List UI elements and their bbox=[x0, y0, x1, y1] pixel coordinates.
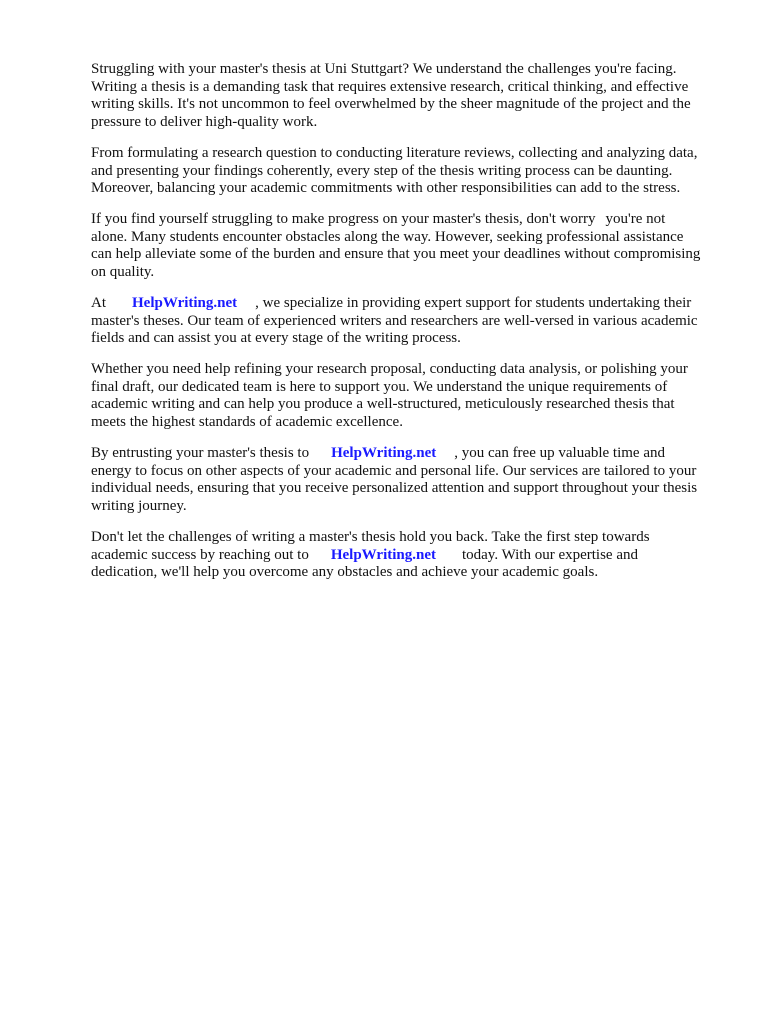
text-line: Whether you need help refining your research proposal, conducting data analysis, or polishing your bbox=[91, 361, 688, 377]
text-segment: today. With our expertise and bbox=[461, 546, 638, 563]
text-line: Don't let the challenges of writing a master's thesis hold you back. Take the first step towards bbox=[91, 529, 650, 545]
text-line bbox=[91, 295, 731, 313]
text-segment: , we specialize in providing expert support for students undertaking their bbox=[255, 295, 692, 311]
text-line: dedication, we'll help you overcome any obstacles and achieve your academic goals. bbox=[91, 564, 599, 580]
paragraph-closing bbox=[91, 529, 731, 582]
text-line: energy to focus on other aspects of your academic and personal life. Our services are tailored to your bbox=[91, 462, 697, 479]
text-segment: By entrusting your master's thesis to bbox=[91, 445, 310, 461]
text-line: Struggling with your master's thesis at Uni Stuttgart? We understand the challenges you're facing. bbox=[91, 61, 677, 77]
text-line: From formulating a research question to conducting literature reviews, collecting and analyzing data, bbox=[91, 145, 698, 161]
text-line: Writing a thesis is a demanding task that requires extensive research, critical thinking, and effective bbox=[91, 78, 689, 95]
text-line: master's theses. Our team of experienced writers and researchers are well-versed in various academic bbox=[91, 312, 698, 329]
paragraph-specialize bbox=[91, 295, 731, 348]
text-line: alone. Many students encounter obstacles along the way. However, seeking professional assistance bbox=[91, 228, 684, 245]
text-line: writing skills. It's not uncommon to feel overwhelmed by the sheer magnitude of the project and the bbox=[91, 96, 691, 112]
text-line: individual needs, ensuring that you receive personalized attention and support throughout your thesis bbox=[91, 480, 698, 496]
text-segment: At bbox=[91, 295, 106, 311]
text-segment: If you find yourself struggling to make progress on your master's thesis, don't worry bbox=[91, 211, 596, 227]
text-line: can help alleviate some of the burden and ensure that you meet your deadlines without compromising bbox=[91, 246, 701, 262]
text-line: on quality. bbox=[91, 263, 155, 280]
helpwriting-link[interactable]: HelpWriting.net bbox=[330, 546, 436, 563]
text-segment: academic success by reaching out to bbox=[91, 546, 309, 563]
helpwriting-link[interactable]: HelpWriting.net bbox=[132, 295, 238, 311]
text-line: pressure to deliver high-quality work. bbox=[91, 113, 318, 130]
text-segment: , you can free up valuable time and bbox=[454, 445, 665, 461]
text-line: academic writing and can help you produce a well-structured, meticulously researched thesis that bbox=[91, 396, 675, 412]
text-segment: you're not bbox=[605, 211, 666, 227]
paragraph-entrusting bbox=[91, 445, 731, 515]
text-line bbox=[91, 211, 731, 229]
text-line: writing journey. bbox=[91, 497, 187, 514]
text-line: final draft, our dedicated team is here to support you. We understand the unique requirements of bbox=[91, 378, 668, 395]
text-line: and presenting your findings coherently, every step of the thesis writing process can be daunting. bbox=[91, 162, 673, 179]
paragraph-support bbox=[91, 361, 731, 431]
helpwriting-link[interactable]: HelpWriting.net bbox=[331, 445, 437, 461]
paragraph-intro bbox=[91, 61, 731, 131]
text-line bbox=[91, 445, 731, 463]
text-line bbox=[91, 547, 731, 565]
paragraph-struggling bbox=[91, 211, 731, 281]
text-line: fields and can assist you at every stage of the writing process. bbox=[91, 330, 461, 346]
text-line: meets the highest standards of academic excellence. bbox=[91, 413, 403, 430]
text-line: Moreover, balancing your academic commitments with other responsibilities can add to the stress. bbox=[91, 180, 681, 196]
paragraph-process bbox=[91, 145, 731, 198]
